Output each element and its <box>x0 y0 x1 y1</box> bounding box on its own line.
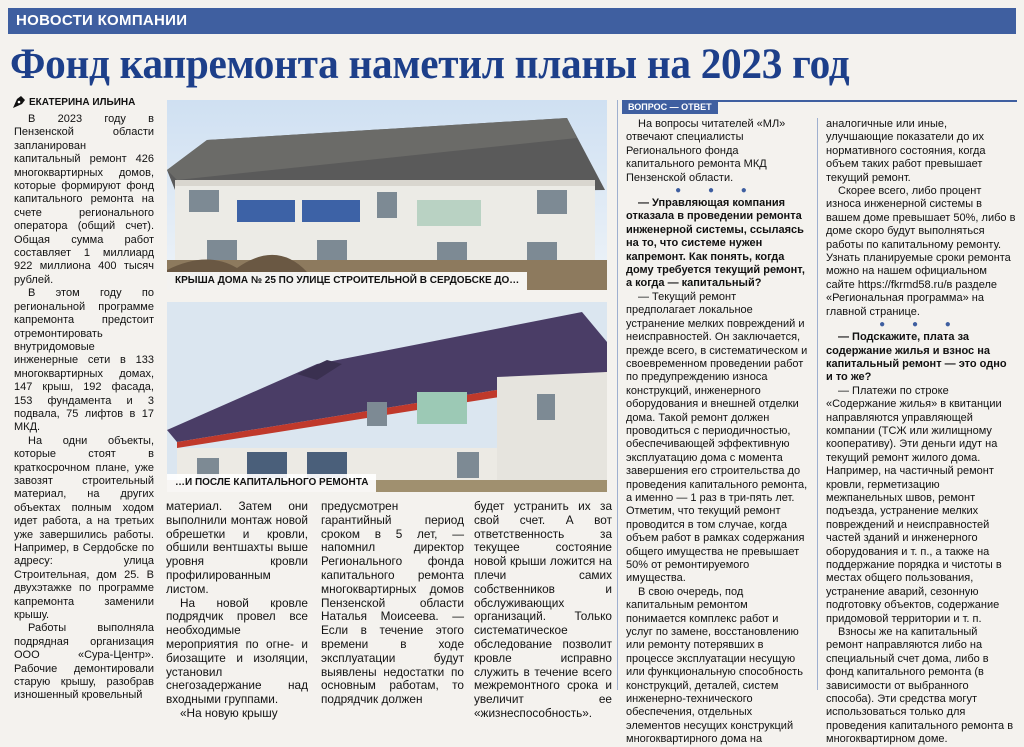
qa-header <box>622 100 1012 114</box>
answer-1-paragraph: Скорее всего, либо процент износа инженерной системы в вашем доме превышает 50%, либо в доме скоро будут выполняться работы по капитальному ремонту. Узнать планируемые сроки ремонта можно на нашем официальном сайте https://fkrmd58.ru/в разделе «Региональная программа» на главной странице. <box>826 185 1016 318</box>
photo-roof-after <box>167 302 607 492</box>
article-column-1 <box>14 113 154 703</box>
section-rubric: НОВОСТИ КОМПАНИИ <box>8 8 1016 34</box>
qa-column-2 <box>826 118 1016 747</box>
pen-nib-icon <box>12 95 26 109</box>
answer-2-paragraph: — Платежи по строке «Содержание жилья» в квитанции направляются управляющей компании (ТСЖ или жилищному кооперативу). Эти деньги идут на текущий ремонт жилого дома. Например, на частичный ремонт кровли, герметизацию межпанельных швов, ремонт подъезда, устранение мелких повреждений и неисправностей частей зданий и инженерного оборудования и т. п., а также на поддержание порядка и чистоты в местах общего пользования, устранение аварий, сезонную подготовку объектов, содержание придомовой территории и т. п. <box>826 384 1002 625</box>
article-column-4 <box>474 500 612 721</box>
separator-dots: ● ● ● <box>879 319 963 331</box>
paragraph: Работы выполняла подрядная организация ООО «Сура-Центр». Рабочие демонтировали старую крышу, разобрав изношенный кровельный <box>14 622 154 702</box>
house-after-image <box>167 302 607 492</box>
byline-author: ЕКАТЕРИНА ИЛЬИНА <box>29 97 136 108</box>
question-1: — Управляющая компания отказала в проведении ремонта инженерной системы, ссылаясь на то, что системе нужен капремонт. Как понять, когда дому требуется текущий ремонт, а когда — капитальный? <box>626 197 805 290</box>
paragraph: На новой кровле подрядчик провел все необходимые мероприятия по огне- и биозащите и изоляции, установил снегозадержание над входными группами. <box>166 595 308 707</box>
column-divider <box>617 100 618 690</box>
article-column-2 <box>166 500 308 721</box>
paragraph: «На новую крышу <box>180 705 278 720</box>
article-headline: Фонд капремонта наметил планы на 2023 год <box>10 41 850 88</box>
article-column-3 <box>321 500 464 707</box>
paragraph: будет устранить их за свой счет. А вот ответственность за текущее состояние новой крыши ложится на плечи самих собственников и обслуживающих организаций. Только систематическое обследование позволит кровле исправно служить в течение всего межремонтного срока и увеличит ее «жизнеспособность». <box>474 499 612 720</box>
qa-label: ВОПРОС — ОТВЕТ <box>622 100 718 114</box>
answer-1-paragraph: В свою очередь, под капитальным ремонтом понимается комплекс работ и услуг по замене, восстановлению или ремонту потерявших в процессе эксплуатации несущую или функциональную способность конструкций, деталей, систем инженерно-технического обеспечения, отдельных элементов несущих конструкций многоквартирного дома на <box>626 585 803 746</box>
photo-caption: КРЫША ДОМА № 25 ПО УЛИЦЕ СТРОИТЕЛЬНОЙ В СЕРДОБСКЕ ДО… <box>167 272 527 290</box>
answer-2-paragraph: Взносы же на капитальный ремонт направляются либо на специальный счет дома, либо в фонд капитального ремонта (в зависимости от выбранного способа). Эти средства могут использоваться только для проведения капитального ремонта в многоквартирном доме. <box>826 626 1014 746</box>
answer-1-paragraph: — Текущий ремонт предполагает локальное устранение мелких повреждений и неисправностей. Он заключается, прежде всего, в систематическом и своевременном проведении работ по предупреждению износа конструкций, инженерного оборудования и внешней отделки дома. Такой ремонт должен проводиться с периодичностью, обеспечивающей эффективную эксплуатацию дома с момента завершения его строительства до проведения капитального ремонта, а именно — 1 раз в три-пять лет. Отметим, что текущий ремонт проводится в том случае, когда объем работ в рамках содержания общего имущества не превышает 50% от ремонтируемого имущества. <box>626 290 808 585</box>
paragraph: предусмотрен гарантийный период сроком в 5 лет, — напомнил директор Регионального фонда капитального ремонта многоквартирных домов Пензенской области Наталья Моисеева. — Если в течение этого времени в ходе эксплуатации будут выявлены недостатки по основным работам, то подрядчик должен <box>321 499 464 707</box>
qa-column-1 <box>626 118 808 747</box>
separator-dots: ● ● ● <box>675 185 759 197</box>
paragraph: В 2023 году в Пензенской области запланирован капитальный ремонт 426 многоквартирных домов, которые формируют фонд капитального ремонта на счете регионального оператора (общий счет). Общая сумма работ составляет 1 миллиард 922 миллиона 400 тысяч рублей. <box>14 113 154 286</box>
column-divider <box>817 118 818 690</box>
qa-intro: На вопросы читателей «МЛ» отвечают специалисты Регионального фонда капитального ремонта МКД Пензенской области. <box>626 118 786 184</box>
byline <box>12 94 162 112</box>
house-before-image <box>167 100 607 290</box>
question-2: — Подскажите, плата за содержание жилья и взнос на капитальный ремонт — это одно и то же? <box>826 331 1007 384</box>
paragraph: В этом году по региональной программе капремонта предстоит отремонтировать внутридомовые инженерные сети в 133 многоквартирных домах, 147 крыш, 192 фасада, 153 фундамента и 3 подвала, 75 лифтов в 17 МКД. <box>14 287 154 434</box>
answer-1-paragraph: аналогичные или иные, улучшающие показатели до их нормативного состояния, когда объем таких работ превышает текущий ремонт. <box>826 118 986 184</box>
paragraph: материал. Затем они выполнили монтаж новой обрешетки и кровли, обшили вентшахты выше уровня кровли профилированным листом. <box>166 499 308 596</box>
photo-caption: …И ПОСЛЕ КАПИТАЛЬНОГО РЕМОНТА <box>167 474 376 492</box>
paragraph: На одни объекты, которые стоят в краткосрочном плане, уже завозят строительный материал, на других объектах полным ходом идет работа, а на третьих уже завершились работы. Например, в Сердобске по адресу: улица Строительная, дом 25. В двухэтажке по программе капремонта заменили крышу. <box>14 434 154 622</box>
photo-roof-before <box>167 100 607 290</box>
